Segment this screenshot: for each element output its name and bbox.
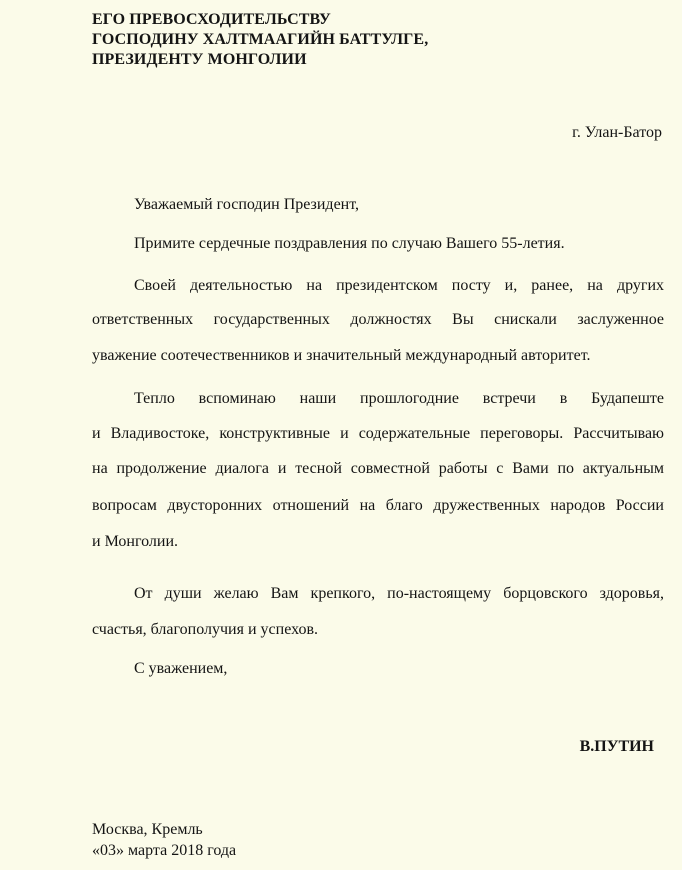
paragraph-2-line-2: ответственных государственных должностях Вы снискали заслуженное	[92, 311, 664, 328]
paragraph-3-line-5: и Монголии.	[92, 533, 179, 550]
city: г. Улан-Батор	[572, 124, 662, 141]
date: «03» марта 2018 года	[92, 842, 237, 859]
paragraph-2-line-1: Своей деятельностью на президентском посту и, ранее, на других	[134, 277, 664, 294]
paragraph-3-line-1: Тепло вспоминаю наши прошлогодние встречи в Будапеште	[134, 390, 664, 407]
addressee-line-3: ПРЕЗИДЕНТУ МОНГОЛИИ	[92, 51, 307, 68]
addressee-line-1: ЕГО ПРЕВОСХОДИТЕЛЬСТВУ	[92, 11, 331, 28]
addressee-line-2: ГОСПОДИНУ ХАЛТМААГИЙН БАТТУЛГЕ,	[92, 31, 429, 48]
paragraph-3-line-2: и Владивостоке, конструктивные и содержательные переговоры. Рассчитываю	[92, 425, 664, 442]
paragraph-3-line-3: на продолжение диалога и тесной совместной работы с Вами по актуальным	[92, 460, 664, 477]
signature: В.ПУТИН	[579, 738, 654, 755]
paragraph-4-line-2: счастья, благополучия и успехов.	[92, 621, 319, 638]
salutation: Уважаемый господин Президент,	[134, 196, 360, 213]
paragraph-2-line-3: уважение соотечественников и значительный международный авторитет.	[92, 347, 591, 364]
closing: С уважением,	[134, 660, 228, 677]
paragraph-3-line-4: вопросам двусторонних отношений на благо дружественных народов России	[92, 497, 664, 514]
paragraph-1-line-1: Примите сердечные поздравления по случаю Вашего 55-летия.	[134, 235, 565, 252]
paragraph-4-line-1: От души желаю Вам крепкого, по-настоящему борцовского здоровья,	[134, 585, 664, 602]
place: Москва, Кремль	[92, 821, 203, 838]
place-date-block	[92, 819, 236, 861]
addressee-block	[92, 10, 428, 70]
